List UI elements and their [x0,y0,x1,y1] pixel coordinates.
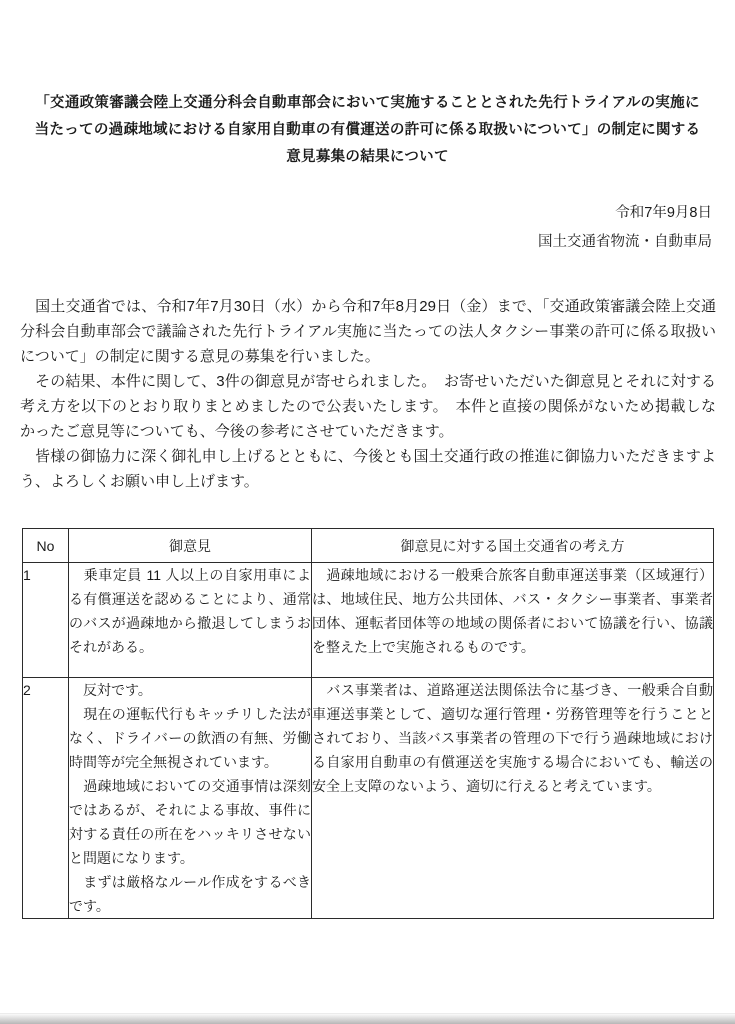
table-header-row [23,529,714,563]
opinion-paragraph: 過疎地域においての交通事情は深刻ではあるが、それによる事故、事件に対する責任の所在をハッキリさせないと問題になります。 [69,778,311,866]
header-opinion: 御意見 [69,529,312,563]
table-row [23,678,714,919]
page-edge-shadow [0,1013,735,1024]
header-response: 御意見に対する国土交通省の考え方 [312,529,714,563]
row-number: 2 [23,678,69,919]
body-paragraph-3: 皆様の御協力に深く御礼申し上げるとともに、今後とも国土交通行政の推進に御協力いただきますよう、よろしくお願い申し上げます。 [20,448,716,490]
document-title: 「交通政策審議会陸上交通分科会自動車部会において実施することとされた先行トライアルの実施に当たっての過疎地域における自家用自動車の有償運送の許可に係る取扱いについて」の制定に関する意見募集の結果について [34,95,701,165]
opinion-cell [69,678,312,919]
opinion-paragraph: まずは厳格なルール作成をするべきです。 [69,874,311,914]
opinion-paragraph: 反対です。 [69,682,152,698]
body-paragraph-2: その結果、本件に関して、3件の御意見が寄せられました。 お寄せいただいた御意見とそれに対する考え方を以下のとおり取りまとめましたので公表いたします。 本件と直接の関係がないため掲載しなかったご意見等についても、今後の参考にさせていただきます。 [20,373,716,440]
response-cell [312,678,714,919]
response-paragraph: 過疎地域における一般乗合旅客自動車運送事業（区域運行）は、地域住民、地方公共団体、バス・タクシー事業者、事業者団体、運転者団体等の地域の関係者において協議を行い、協議を整えた上で実施されるものです。 [312,567,713,655]
opinion-paragraph: 乗車定員 11 人以上の自家用車による有償運送を認めることにより、通常のバスが過疎地から撤退してしまうおそれがある。 [69,567,311,655]
document-author: 国土交通省物流・自動車局 [538,234,712,250]
body-text [20,294,716,494]
row-number: 1 [23,563,69,678]
body-paragraph-1: 国土交通省では、令和7年7月30日（水）から令和7年8月29日（金）まで、「交通政策審議会陸上交通分科会自動車部会で議論された先行トライアル実施に当たっての法人タクシー事業の許可に係る取扱いについて」の制定に関する意見の募集を行いました。 [20,298,716,365]
response-cell [312,563,714,678]
response-paragraph: バス事業者は、道路運送法関係法令に基づき、一般乗合自動車運送事業として、適切な運行管理・労務管理等を行うこととされており、当該バス事業者の管理の下で行う過疎地域における自家用自動車の有償運送を実施する場合においても、輸送の安全上支障のないよう、適切に行えると考えています。 [312,682,713,794]
opinion-paragraph: 現在の運転代行もキッチリした法がなく、ドライバーの飲酒の有無、労働時間等が完全無視されています。 [69,706,311,770]
document-meta [538,199,712,257]
document-date: 令和7年9月8日 [615,205,712,221]
table-row [23,563,714,678]
opinion-cell [69,563,312,678]
comments-table [22,528,714,919]
header-no: No [23,529,69,563]
